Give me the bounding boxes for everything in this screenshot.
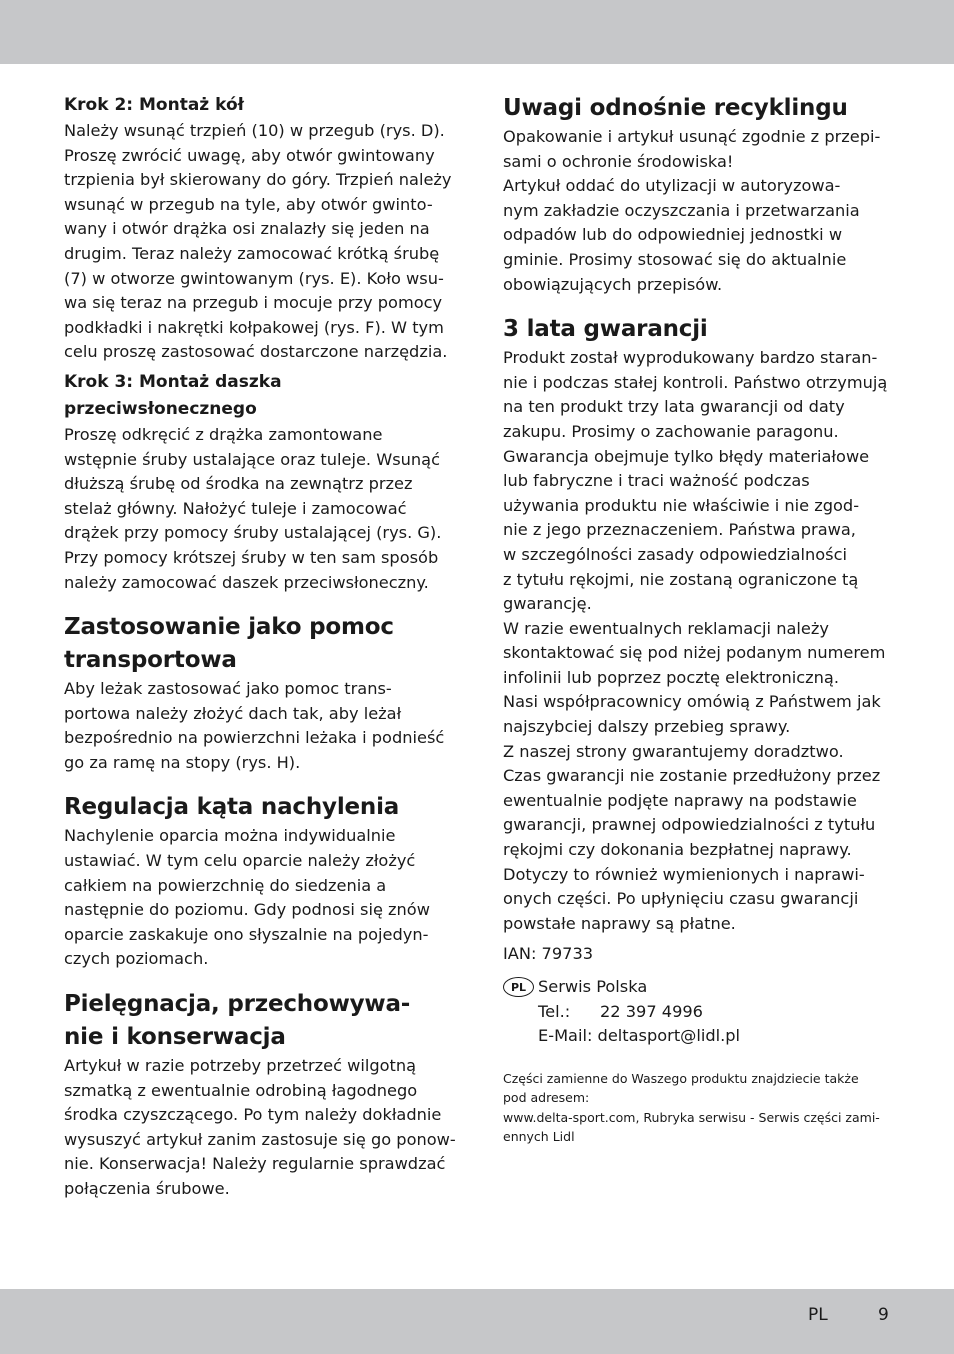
page-number: 9 xyxy=(878,1305,889,1325)
ian-number: IAN: 79733 xyxy=(503,944,594,964)
left-column xyxy=(64,92,456,1202)
pielegnacja-heading: Pielęgnacja, przechowywa- nie i konserwacja xyxy=(64,991,411,1051)
krok2-text: Należy wsunąć trzpień (10) w przegub (rys. D). Proszę zwrócić uwagę, aby otwór gwintowany trzpienia był skierowany do góry. Trzpień należy wsunąć w przegub na tyle, aby otwór gwinto- wany i otwór drążka osi znalazły się jeden na drugim. Teraz należy zamocować krótką śrubę (7) w otworze gwintowanym (rys. E). Koło wsu- wa się teraz na przegub i mocuje przy pomocy podkładki i nakrętki kołpakowej (rys. F). W tym celu proszę zastosować dostarczone narzędzia. xyxy=(64,121,452,362)
krok3-text: Proszę odkręcić z drążka zamontowane wstępnie śruby ustalające oraz tuleje. Wsunąć dłuższą śrubę od środka na zewnątrz przez stelaż główny. Nałożyć tuleje i zamocować drążek przy pomocy śruby ustalającej (rys. G). Przy pomocy krótszej śruby w ten sam sposób należy zamocować daszek przeciwsłoneczny. xyxy=(64,424,442,592)
phone-number: 22 397 4996 xyxy=(600,1001,703,1021)
gwarancja-heading: 3 lata gwarancji xyxy=(503,316,708,343)
krok2-heading: Krok 2: Montaż kół xyxy=(64,95,244,115)
recykling-heading: Uwagi odnośnie recyklingu xyxy=(503,95,848,121)
country-badge: PL xyxy=(503,977,534,997)
header-band xyxy=(0,0,954,64)
phone-label: Tel.: xyxy=(538,1001,571,1021)
service-name: Serwis Polska xyxy=(538,977,648,996)
gwarancja-text: Produkt został wyprodukowany bardzo staran- nie i podczas stałej kontroli. Państwo otrzymują na ten produkt trzy lata gwarancji od daty zakupu. Prosimy o zachowanie paragonu. Gwarancja obejmuje tylko błędy materiałowe lub fabryczne i traci ważność podczas używania produktu nie właściwie i nie zgod- nie z jego przeznaczeniem. Państwa prawa, w szczególności zasady odpowiedzialności z tytułu rękojmi, nie zostaną ograniczone tą gwarancję. W razie ewentualnych reklamacji należy skontaktować się pod niżej podanym numerem infolinii lub poprzez pocztę elektroniczną. Nasi współpracownicy omówią z Państwem jak najszybciej dalszy przebieg sprawy. Z naszej strony gwarantujemy doradztwo. Czas gwarancji nie zostanie przedłużony przez ewentualnie podjęte naprawy na podstawie gwarancji, prawnej odpowiedzialności z tytułu rękojmi czy dokonania bezpłatnej naprawy. Dotyczy to również wymienionych i naprawi- onych części. Po upłynięciu czasu gwarancji powstałe naprawy są płatne. xyxy=(503,348,888,933)
contact-lines xyxy=(538,975,740,1049)
service-contact xyxy=(503,975,889,1049)
transport-text: Aby leżak zastosować jako pomoc trans- portowa należy złożyć dach tak, aby leżał bezpośrednio na powierzchni leżaka i podnieść go za ramę na stopy (rys. H). xyxy=(64,679,445,772)
phone-row xyxy=(538,1000,740,1025)
krok3-heading: Krok 3: Montaż daszka przeciwsłonecznego xyxy=(64,371,282,419)
transport-heading: Zastosowanie jako pomoc transportowa xyxy=(64,614,394,674)
recykling-text: Opakowanie i artykuł usunąć zgodnie z przepi- sami o ochronie środowiska! Artykuł oddać do utylizacji w autoryzowa- nym zakładzie oczyszczania i przetwarzania odpadów lub do odpowiedniej jednostki w gminie. Prosimy stosować się do aktualnie obowiązujących przepisów. xyxy=(503,127,881,294)
regulacja-heading: Regulacja kąta nachylenia xyxy=(64,794,400,821)
right-column xyxy=(503,92,889,1146)
regulacja-text: Nachylenie oparcia można indywidualnie ustawiać. W tym celu oparcie należy złożyć całkiem na powierzchnię do siedzenia a następnie do poziomu. Gdy podnosi się znów oparcie zaskakuje ono słyszalnie na pojedyn- czych poziomach. xyxy=(64,826,430,969)
footer-language: PL xyxy=(808,1305,828,1325)
pielegnacja-text: Artykuł w razie potrzeby przetrzeć wilgotną szmatką z ewentualnie odrobiną łagodnego środka czyszczącego. Po tym należy dokładnie wysuszyć artykuł zanim zastosuje się go ponow- nie. Konserwacja! Należy regularnie sprawdzać połączenia śrubowe. xyxy=(64,1056,456,1198)
email-line: E-Mail: deltasport@lidl.pl xyxy=(538,1026,741,1046)
spare-parts-note: Części zamienne do Waszego produktu znajdziecie także pod adresem: www.delta-sport.com, Rubryka serwisu - Serwis części zami- ennych Lidl xyxy=(503,1070,880,1144)
